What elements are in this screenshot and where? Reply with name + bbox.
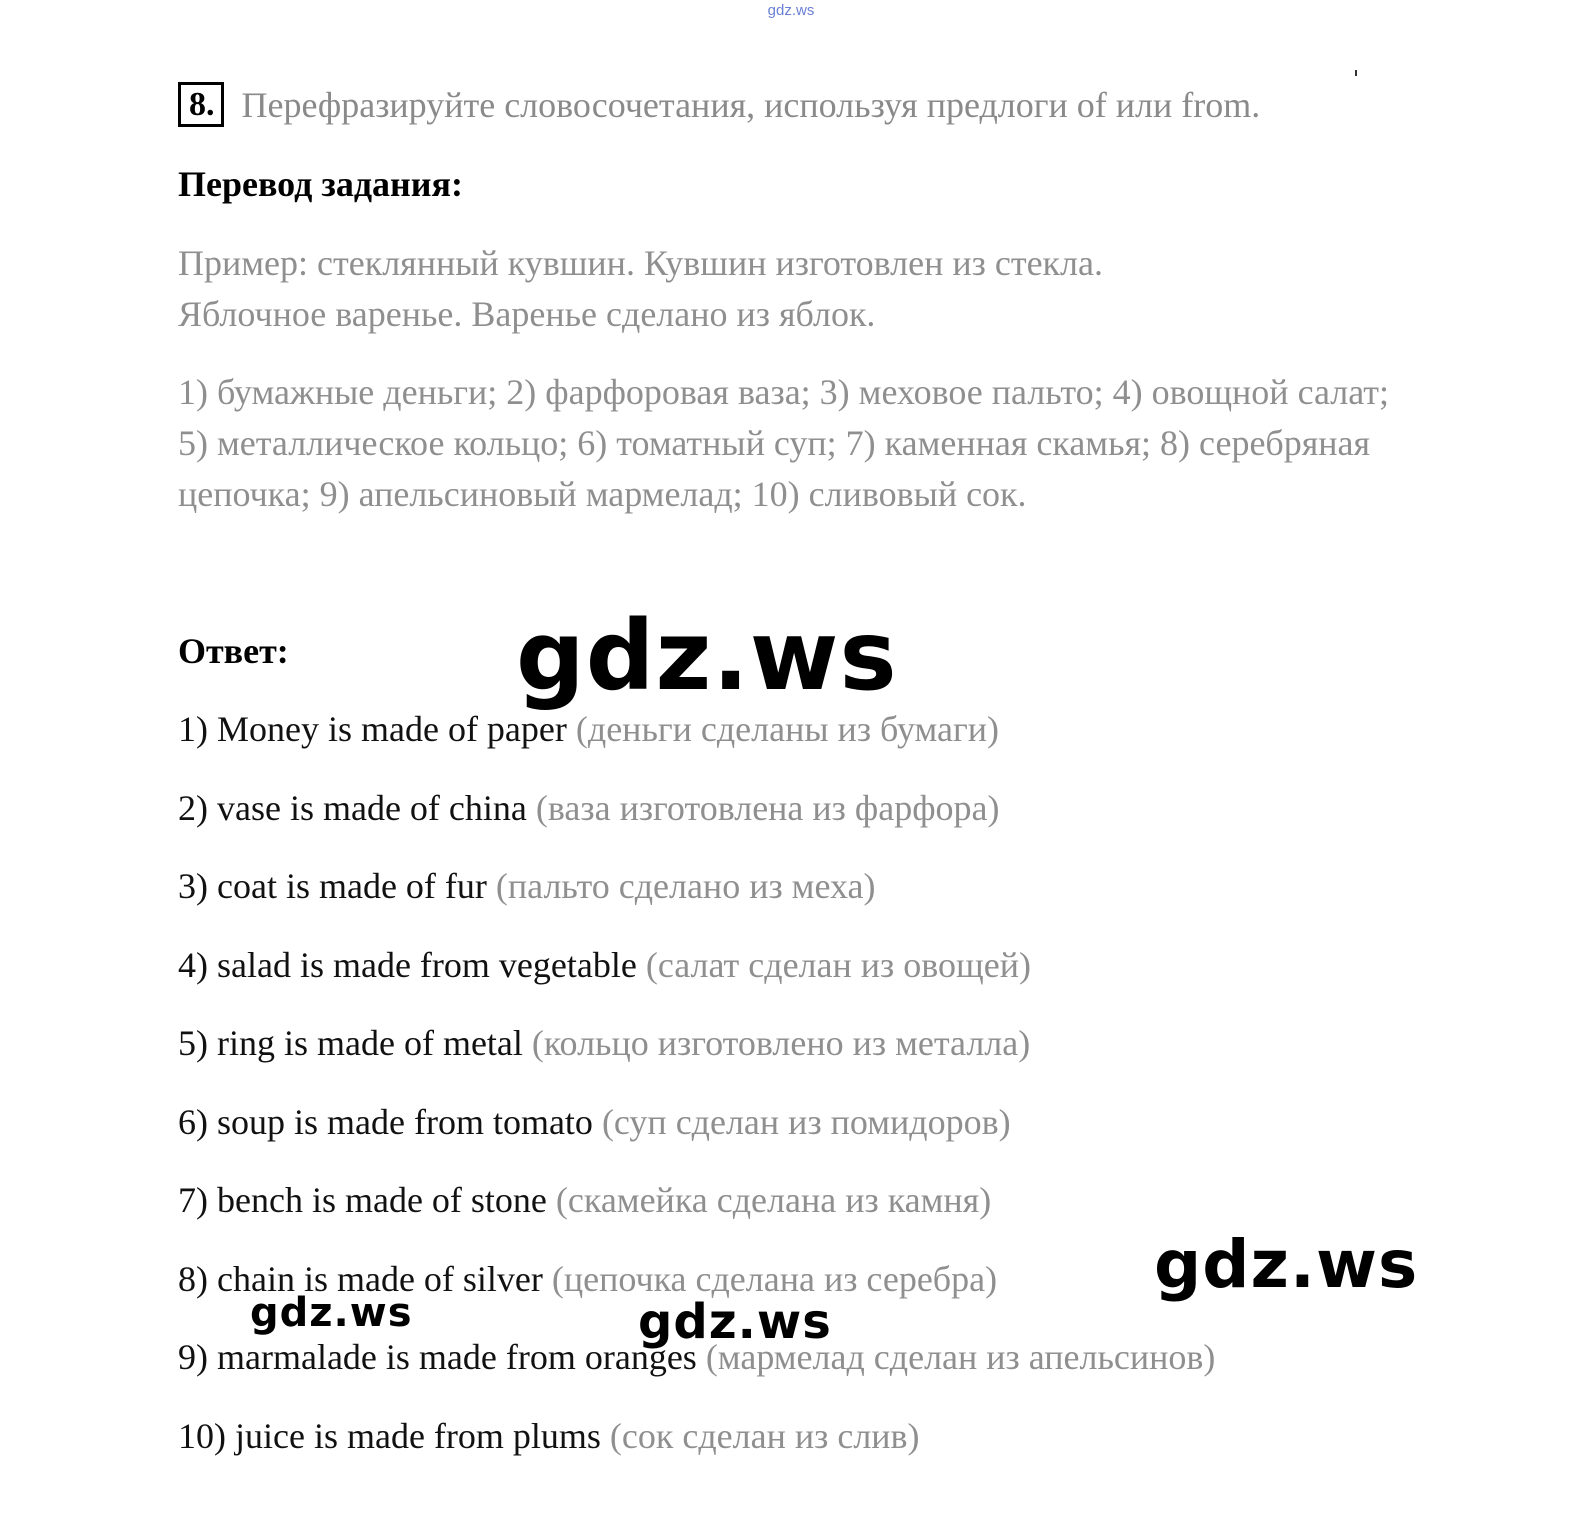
answer-item: [178, 784, 1428, 863]
translation-items: 1) бумажные деньги; 2) фарфоровая ваза; 3) меховое пальто; 4) овощной салат; 5) металлическое кольцо; 6) томатный суп; 7) каменная скамья; 8) серебряная цепочка; 9) апельсиновый мармелад; 10) сливовый сок.: [178, 372, 1390, 514]
example-line: Яблочное варенье. Варенье сделано из яблок.: [178, 294, 876, 334]
answer-english: 10) juice is made from plums: [178, 1415, 601, 1456]
answer-english: 4) salad is made from vegetable: [178, 944, 637, 985]
answer-english: 1) Money is made of paper: [178, 709, 567, 749]
answer-russian: (мармелад сделан из апельсинов): [705, 1337, 1216, 1377]
answer-item: [178, 1412, 1428, 1491]
answer-english: 9) marmalade is made from oranges: [178, 1337, 697, 1377]
watermark-large: gdz.ws: [516, 600, 898, 712]
scan-mark: [1355, 70, 1357, 76]
answer-english: 2) vase is made of china: [178, 787, 527, 828]
answer-russian: (ваза изготовлена из фарфора): [535, 787, 1000, 828]
answer-item: [178, 1098, 1428, 1177]
watermark-small-left: gdz.ws: [250, 1290, 413, 1336]
task-number: 8.: [178, 82, 224, 127]
answer-item: [178, 705, 1428, 784]
example-line: Пример: стеклянный кувшин. Кувшин изготовлен из стекла.: [178, 243, 1103, 283]
translation-example: [178, 238, 1398, 340]
task-header: [178, 82, 1260, 127]
answer-list: [178, 705, 1428, 1490]
translation-title: Перевод задания:: [178, 164, 463, 204]
answer-english: 5) ring is made of metal: [178, 1023, 523, 1063]
watermark-small-center: gdz.ws: [638, 1294, 832, 1350]
answer-russian: (суп сделан из помидоров): [601, 1101, 1011, 1142]
answer-russian: (скамейка сделана из камня): [555, 1180, 992, 1220]
answer-english: 3) coat is made of fur: [178, 866, 487, 906]
answer-russian: (сок сделан из слив): [609, 1415, 920, 1456]
answer-item: [178, 941, 1428, 1020]
answer-item: [178, 862, 1428, 941]
answer-item: [178, 1019, 1428, 1098]
answer-russian: (деньги сделаны из бумаги): [575, 709, 1000, 749]
answer-english: 7) bench is made of stone: [178, 1180, 547, 1220]
answer-english: 6) soup is made from tomato: [178, 1101, 593, 1142]
task-instruction: Перефразируйте словосочетания, используя предлоги of или from.: [241, 84, 1261, 125]
answer-russian: (цепочка сделана из серебра): [551, 1258, 998, 1299]
answer-russian: (кольцо изготовлено из металла): [531, 1023, 1031, 1063]
answer-russian: (салат сделан из овощей): [645, 944, 1031, 985]
top-watermark: gdz.ws: [767, 2, 815, 19]
watermark-right: gdz.ws: [1154, 1226, 1419, 1303]
answer-english: 8) chain is made of silver: [178, 1258, 543, 1299]
answer-russian: (пальто сделано из меха): [495, 866, 876, 906]
answer-title: Ответ:: [178, 631, 289, 671]
